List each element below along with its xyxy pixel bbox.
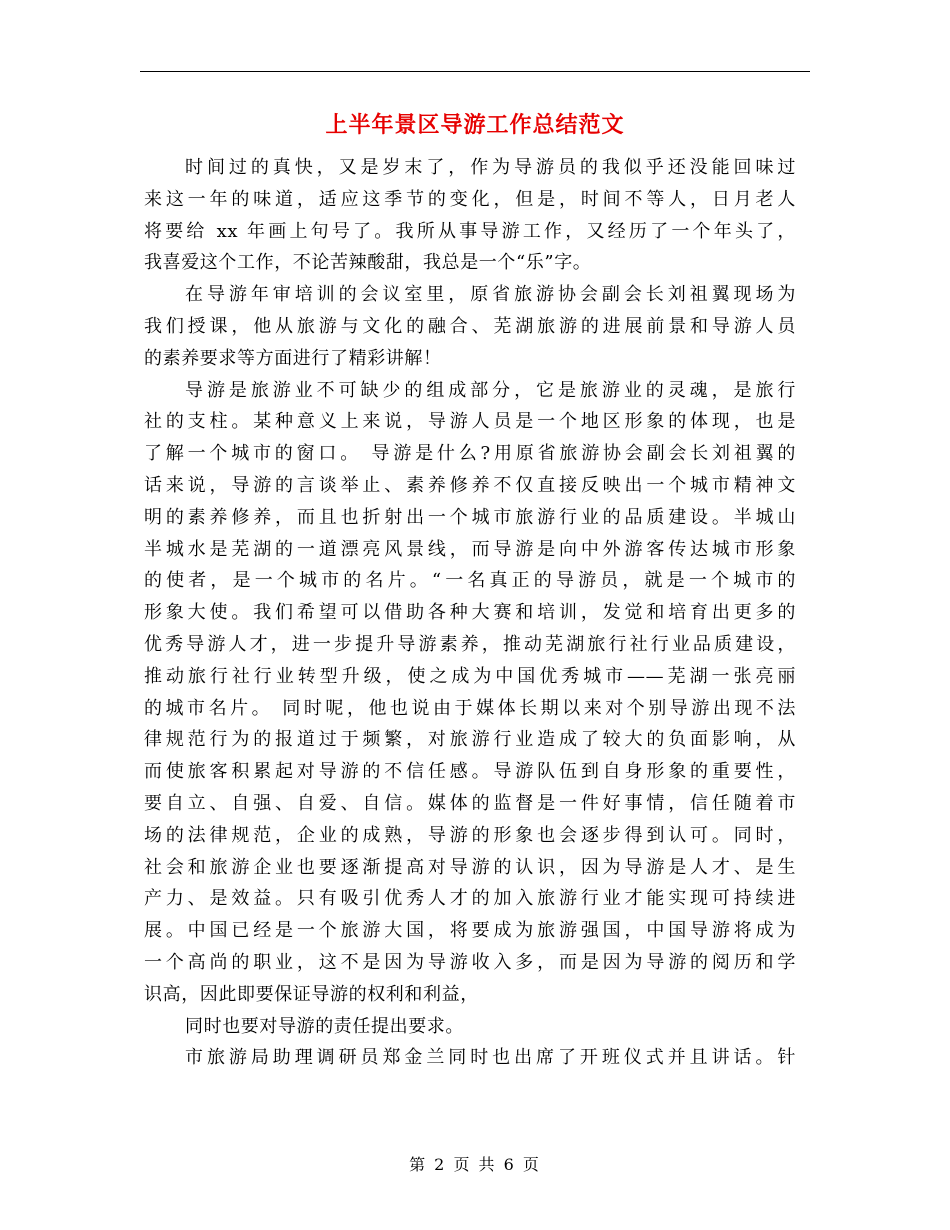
text-line: 社的支柱。某种意义上来说，导游人员是一个地区形象的体现，也是 [144,411,796,433]
text-line: 半城水是芜湖的一道漂亮风景线，而导游是向中外游客传达城市形象 [144,538,796,560]
text-line: 一个高尚的职业，这不是因为导游收入多，而是因为导游的阅历和学 [144,951,796,973]
text-line: 产力、是效益。只有吸引优秀人才的加入旅游行业才能实现可持续进 [144,888,796,910]
document-body [144,152,796,1074]
text-line: 而使旅客积累起对导游的不信任感。导游队伍到自身形象的重要性， [144,761,796,783]
text-line: 市旅游局助理调研员郑金兰同时也出席了开班仪式并且讲话。针 [185,1047,796,1069]
text-line: 要自立、自强、自爱、自信。媒体的监督是一件好事情，信任随着市 [144,792,796,814]
text-line: 推动旅行社行业转型升级，使之成为中国优秀城市——芜湖一张亮丽 [144,665,796,687]
document-title: 上半年景区导游工作总结范文 [325,113,625,138]
text-line: 的素养要求等方面进行了精彩讲解！ [144,347,442,369]
text-line: 我们授课，他从旅游与文化的融合、芜湖旅游的进展前景和导游人员 [144,315,796,337]
text-line: 时间过的真快，又是岁末了，作为导游员的我似乎还没能回味过 [185,157,796,178]
text-line: 的城市名片。 同时呢，他也说由于媒体长期以来对个别导游出现不法 [144,697,796,719]
text-line: 的使者，是一个城市的名片。“一名真正的导游员，就是一个城市的 [144,570,796,592]
text-line: 来这一年的味道，适应这季节的变化，但是，时间不等人，日月老人 [144,188,796,210]
text-line: 同时也要对导游的责任提出要求。 [185,1015,464,1037]
text-line: 社会和旅游企业也要逐渐提高对导游的认识，因为导游是人才、是生 [144,856,796,878]
text-line: 话来说，导游的言谈举止、素养修养不仅直接反映出一个城市精神文 [144,474,796,496]
text-line: 识高，因此即要保证导游的权利和利益， [144,983,479,1005]
text-line: 了解一个城市的窗口。 导游是什么?用原省旅游协会副会长刘祖翼的 [144,443,796,465]
text-line: 优秀导游人才，进一步提升导游素养，推动芜湖旅行社行业品质建设， [144,633,796,655]
text-line: 展。中国已经是一个旅游大国，将要成为旅游强国，中国导游将成为 [144,920,796,942]
page-footer: 第 2 页 共 6 页 [409,1155,541,1174]
text-line: 律规范行为的报道过于频繁，对旅游行业造成了较大的负面影响，从 [144,729,796,751]
text-line: 导游是旅游业不可缺少的组成部分，它是旅游业的灵魂，是旅行 [185,379,796,401]
text-line: 我喜爱这个工作，不论苦辣酸甜，我总是一个“乐”字。 [144,252,592,274]
text-line: 形象大使。我们希望可以借助各种大赛和培训，发觉和培育出更多的 [144,602,796,624]
header-rule [140,71,810,72]
text-line: 将要给 xx 年画上句号了。我所从事导游工作，又经历了一个年头了， [144,220,796,242]
text-line: 场的法律规范，企业的成熟，导游的形象也会逐步得到认可。同时， [144,824,796,846]
text-line: 在导游年审培训的会议室里，原省旅游协会副会长刘祖翼现场为 [185,284,796,306]
text-line: 明的素养修养，而且也折射出一个城市旅游行业的品质建设。半城山 [144,506,796,528]
